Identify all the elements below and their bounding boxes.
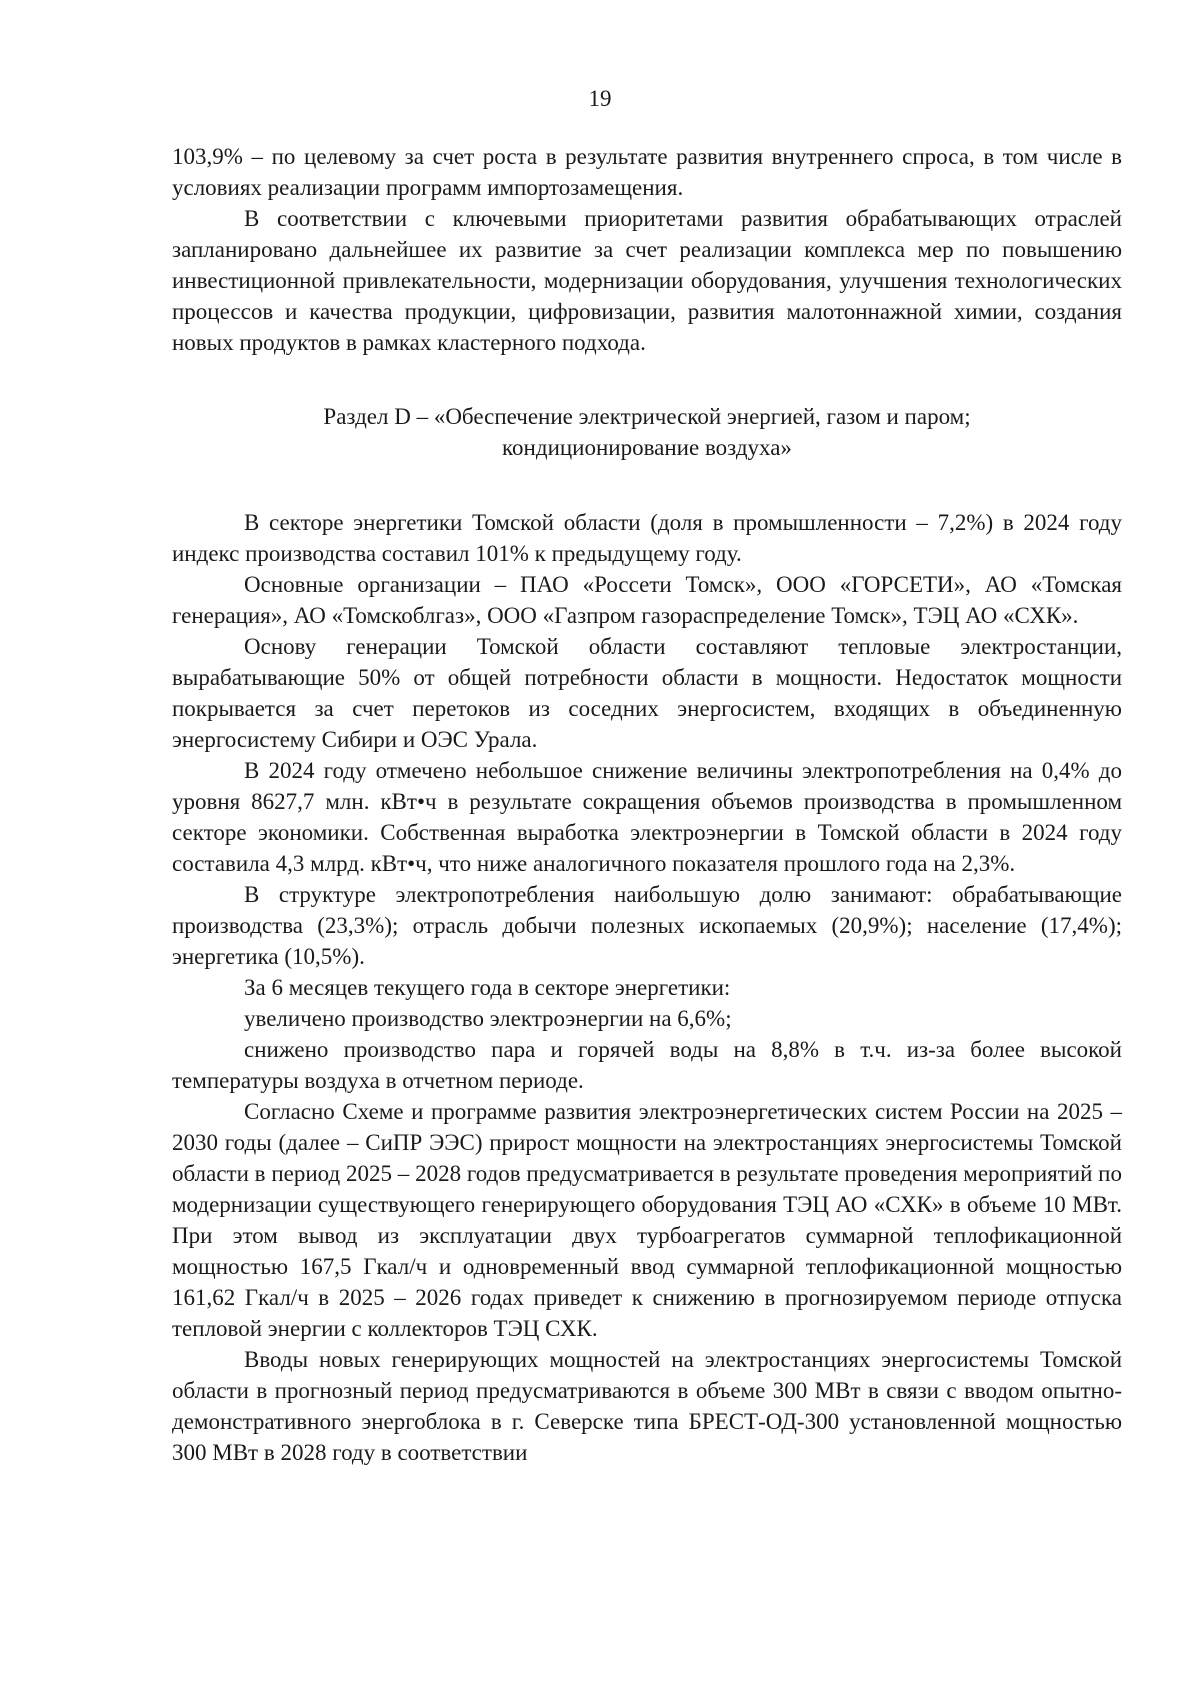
paragraph: Вводы новых генерирующих мощностей на электростанциях энергосистемы Томской области в прогнозный период предусматриваются в объеме 300 МВт в связи с вводом опытно-демонстративного энергоблока в г. Северске типа БРЕСТ-ОД-300 установленной мощностью 300 МВт в 2028 году в соответствии [172, 1347, 1122, 1465]
document-body [172, 141, 1122, 1468]
paragraph: В 2024 году отмечено небольшое снижение величины электропотребления на 0,4% до уровня 8627,7 млн. кВт•ч в результате сокращения объемов производства в промышленном секторе экономики. Собственная выработка электроэнергии в Томской области в 2024 году составила 4,3 млрд. кВт•ч, что ниже аналогичного показателя прошлого года на 2,3%. [172, 758, 1122, 876]
paragraph: Основу генерации Томской области составляют тепловые электростанции, вырабатывающие 50% от общей потребности области в мощности. Недостаток мощности покрывается за счет перетоков из соседних энергосистем, входящих в объединенную энергосистему Сибири и ОЭС Урала. [172, 634, 1122, 752]
paragraph: 103,9% – по целевому за счет роста в результате развития внутреннего спроса, в том числе в условиях реализации программ импортозамещения. [172, 144, 1122, 200]
paragraph: увеличено производство электроэнергии на 6,6%; [244, 1006, 732, 1031]
paragraph: В структуре электропотребления наибольшую долю занимают: обрабатывающие производства (23,3%); отрасль добычи полезных ископаемых (20,9%); население (17,4%); энергетика (10,5%). [172, 882, 1122, 969]
paragraph: В соответствии с ключевыми приоритетами развития обрабатывающих отраслей запланировано дальнейшее их развитие за счет реализации комплекса мер по повышению инвестиционной привлекательности, модернизации оборудования, улучшения технологических процессов и качества продукции, цифровизации, развития малотоннажной химии, создания новых продуктов в рамках кластерного подхода. [172, 206, 1122, 355]
section-heading-line: Раздел D – «Обеспечение электрической энергией, газом и паром; [323, 404, 971, 429]
section-heading [172, 401, 1122, 463]
paragraph: снижено производство пара и горячей воды на 8,8% в т.ч. из-за более высокой температуры воздуха в отчетном периоде. [172, 1037, 1122, 1093]
paragraph: В секторе энергетики Томской области (доля в промышленности – 7,2%) в 2024 году индекс производства составил 101% к предыдущему году. [172, 510, 1122, 566]
page-number: 19 [588, 86, 612, 111]
paragraph: За 6 месяцев текущего года в секторе энергетики: [244, 975, 731, 1000]
paragraph: Согласно Схеме и программе развития электроэнергетических систем России на 2025 – 2030 годы (далее – СиПР ЭЭС) прирост мощности на электростанциях энергосистемы Томской области в период 2025 – 2028 годов предусматривается в результате проведения мероприятий по модернизации существующего генерирующего оборудования ТЭЦ АО «СХК» в объеме 10 МВт. При этом вывод из эксплуатации двух турбоагрегатов суммарной теплофикационной мощностью 167,5 Гкал/ч и одновременный ввод суммарной теплофикационной мощностью 161,62 Гкал/ч в 2025 – 2026 годах приведет к снижению в прогнозируемом периоде отпуска тепловой энергии с коллекторов ТЭЦ СХК. [172, 1099, 1122, 1341]
section-heading-line: кондиционирование воздуха» [502, 435, 792, 460]
paragraph: Основные организации – ПАО «Россети Томск», ООО «ГОРСЕТИ», АО «Томская генерация», АО «Томскоблгаз», ООО «Газпром газораспределение Томск», ТЭЦ АО «СХК». [172, 572, 1122, 628]
